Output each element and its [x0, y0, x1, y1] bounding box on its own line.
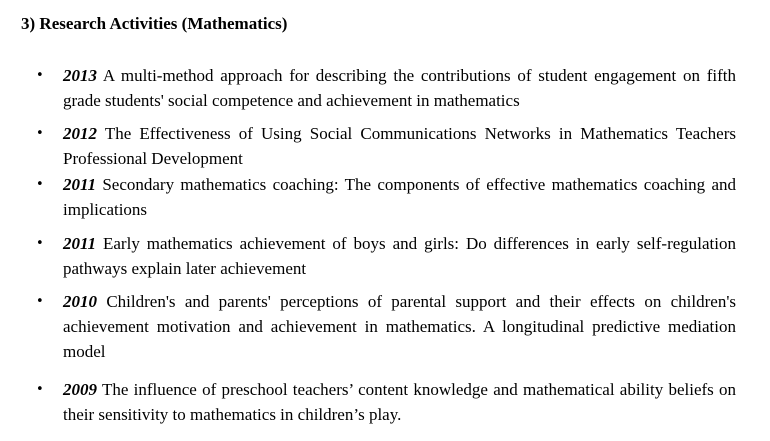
list-item [36, 377, 736, 427]
list-item [36, 172, 736, 222]
item-year: 2012 [63, 124, 97, 143]
item-title: Secondary mathematics coaching: The components of effective mathematics coaching and implications [63, 175, 736, 219]
bullet-icon: • [36, 126, 44, 141]
list-item [36, 121, 736, 171]
item-title: The influence of preschool teachers’ content knowledge and mathematical ability beliefs on their sensitivity to mathematics in children’s play. [63, 380, 736, 424]
bullet-icon: • [36, 236, 44, 251]
bullet-icon: • [36, 382, 44, 397]
item-title: The Effectiveness of Using Social Communications Networks in Mathematics Teachers Professional Development [63, 124, 736, 168]
item-year: 2011 [63, 234, 97, 253]
bullet-icon: • [36, 294, 44, 309]
item-year: 2010 [63, 292, 97, 311]
item-year: 2011 [63, 175, 97, 194]
item-title: Children's and parents' perceptions of parental support and their effects on children's achievement motivation and achievement in mathematics. A longitudinal predictive mediation model [63, 292, 737, 361]
item-title: Early mathematics achievement of boys and girls: Do differences in early self-regulation pathways explain later achievement [63, 234, 736, 278]
list-item [36, 289, 737, 364]
item-title: A multi-method approach for describing the contributions of student engagement on fifth grade students' social competence and achievement in mathematics [63, 66, 737, 110]
list-item [36, 231, 736, 281]
item-year: 2009 [63, 380, 97, 399]
list-item [36, 63, 737, 113]
section-heading: 3) Research Activities (Mathematics) [21, 14, 288, 33]
bullet-icon: • [36, 68, 44, 83]
bullet-icon: • [36, 177, 44, 192]
item-year: 2013 [63, 66, 97, 85]
